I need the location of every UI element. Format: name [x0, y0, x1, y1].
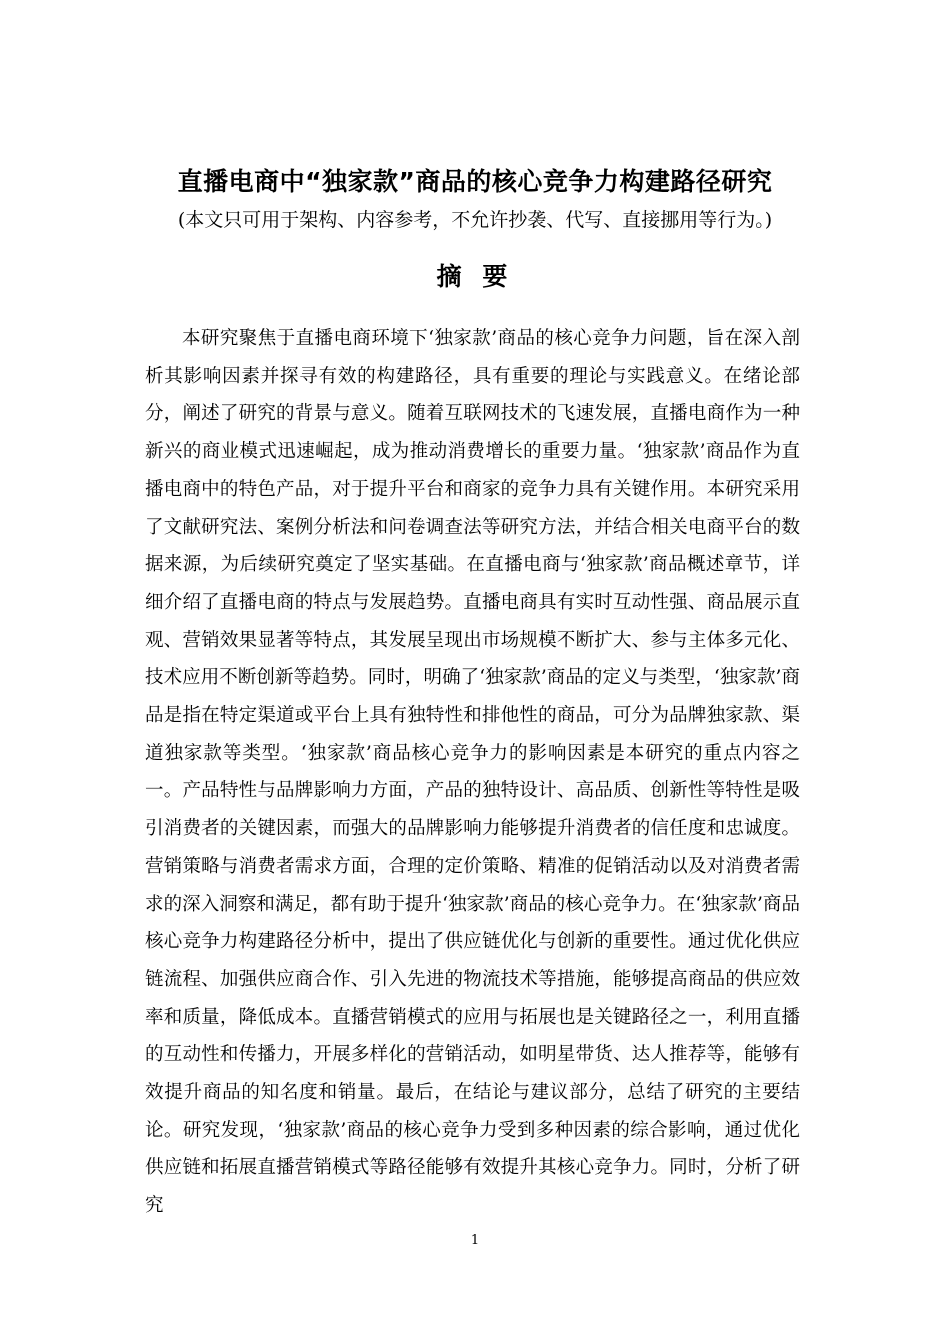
paper-title: 直播电商中“独家款”商品的核心竞争力构建路径研究 — [177, 167, 773, 196]
abstract-heading: 摘 要 — [436, 262, 514, 291]
usage-disclaimer: (本文只可用于架构、内容参考，不允许抄袭、代写、直接挪用等行为。) — [177, 209, 773, 231]
page-number: 1 — [470, 1233, 480, 1248]
abstract-body: 本研究聚焦于直播电商环境下‘独家款’商品的核心竞争力问题，旨在深入剖析其影响因素并探寻有效的构建路径，具有重要的理论与实践意义。在绪论部分，阐述了研究的背景与意义。随着互联网技术的飞速发展，直播电商作为一种新兴的商业模式迅速崛起，成为推动消费增长的重要力量。‘独家款’商品作为直播电商中的特色产品，对于提升平台和商家的竞争力具有关键作用。本研究采用了文献研究法、案例分析法和问卷调查法等研究方法，并结合相关电商平台的数据来源，为后续研究奠定了坚实基础。在直播电商与‘独家款’商品概述章节，详细介绍了直播电商的特点与发展趋势。直播电商具有实时互动性强、商品展示直观、营销效果显著等特点，其发展呈现出市场规模不断扩大、参与主体多元化、技术应用不断创新等趋势。同时，明确了‘独家款’商品的定义与类型，‘独家款’商品是指在特定渠道或平台上具有独特性和排他性的商品，可分为品牌独家款、渠道独家款等类型。‘独家款’商品核心竞争力的影响因素是本研究的重点内容之一。产品特性与品牌影响力方面，产品的独特设计、高品质、创新性等特性是吸引消费者的关键因素，而强大的品牌影响力能够提升消费者的信任度和忠诚度。营销策略与消费者需求方面，合理的定价策略、精准的促销活动以及对消费者需求的深入洞察和满足，都有助于提升‘独家款’商品的核心竞争力。在‘独家款’商品核心竞争力构建路径分析中，提出了供应链优化与创新的重要性。通过优化供应链流程、加强供应商合作、引入先进的物流技术等措施，能够提高商品的供应效率和质量，降低成本。直播营销模式的应用与拓展也是关键路径之一，利用直播的互动性和传播力，开展多样化的营销活动，如明星带货、达人推荐等，能够有效提升商品的知名度和销量。最后，在结论与建议部分，总结了研究的主要结论。研究发现，‘独家款’商品的核心竞争力受到多种因素的综合影响，通过优化供应链和拓展直播营销模式等路径能够有效提升其核心竞争力。同时，分析了研究 — [145, 328, 800, 1215]
